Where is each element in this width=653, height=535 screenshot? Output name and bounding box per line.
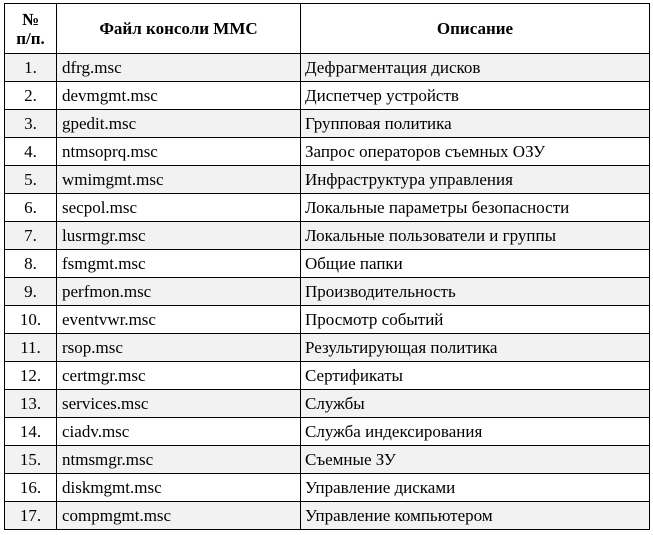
- row-description: Общие папки: [301, 250, 650, 278]
- row-description: Инфраструктура управления: [301, 166, 650, 194]
- row-description: Съемные ЗУ: [301, 446, 650, 474]
- row-file: diskmgmt.msc: [57, 474, 301, 502]
- row-description: Результирующая политика: [301, 334, 650, 362]
- row-description: Управление дисками: [301, 474, 650, 502]
- row-number: 12.: [5, 362, 57, 390]
- table-row: [5, 110, 650, 138]
- row-file: gpedit.msc: [57, 110, 301, 138]
- row-file: dfrg.msc: [57, 54, 301, 82]
- mmc-console-table: [4, 3, 650, 530]
- row-number: 6.: [5, 194, 57, 222]
- table-row: [5, 502, 650, 530]
- table-row: [5, 54, 650, 82]
- table-row: [5, 82, 650, 110]
- row-description: Службы: [301, 390, 650, 418]
- row-description: Управление компьютером: [301, 502, 650, 530]
- header-number-line2: п/п.: [16, 28, 45, 48]
- header-number: [5, 4, 57, 54]
- row-description: Запрос операторов съемных ОЗУ: [301, 138, 650, 166]
- table-row: [5, 474, 650, 502]
- table-row: [5, 222, 650, 250]
- header-number-line1: №: [21, 9, 40, 29]
- table-row: [5, 446, 650, 474]
- row-description: Локальные параметры безопасности: [301, 194, 650, 222]
- row-file: wmimgmt.msc: [57, 166, 301, 194]
- row-number: 13.: [5, 390, 57, 418]
- row-number: 14.: [5, 418, 57, 446]
- header-description: Описание: [301, 4, 650, 54]
- row-number: 10.: [5, 306, 57, 334]
- row-number: 2.: [5, 82, 57, 110]
- row-file: perfmon.msc: [57, 278, 301, 306]
- table-row: [5, 418, 650, 446]
- row-number: 4.: [5, 138, 57, 166]
- header-row: [5, 4, 650, 54]
- table-row: [5, 390, 650, 418]
- row-description: Служба индексирования: [301, 418, 650, 446]
- row-description: Диспетчер устройств: [301, 82, 650, 110]
- table-row: [5, 334, 650, 362]
- row-number: 16.: [5, 474, 57, 502]
- row-file: ntmsmgr.msc: [57, 446, 301, 474]
- row-description: Просмотр событий: [301, 306, 650, 334]
- row-description: Сертификаты: [301, 362, 650, 390]
- row-file: eventvwr.msc: [57, 306, 301, 334]
- row-file: compmgmt.msc: [57, 502, 301, 530]
- row-number: 3.: [5, 110, 57, 138]
- row-file: devmgmt.msc: [57, 82, 301, 110]
- row-file: rsop.msc: [57, 334, 301, 362]
- row-number: 5.: [5, 166, 57, 194]
- mmc-console-table-wrap: [4, 3, 649, 530]
- row-number: 1.: [5, 54, 57, 82]
- row-number: 7.: [5, 222, 57, 250]
- table-row: [5, 166, 650, 194]
- row-description: Дефрагментация дисков: [301, 54, 650, 82]
- table-body: [5, 54, 650, 530]
- row-file: ntmsoprq.msc: [57, 138, 301, 166]
- row-file: fsmgmt.msc: [57, 250, 301, 278]
- table-row: [5, 306, 650, 334]
- table-row: [5, 138, 650, 166]
- row-number: 17.: [5, 502, 57, 530]
- row-file: ciadv.msc: [57, 418, 301, 446]
- row-file: secpol.msc: [57, 194, 301, 222]
- table-row: [5, 278, 650, 306]
- row-description: Локальные пользователи и группы: [301, 222, 650, 250]
- table-row: [5, 362, 650, 390]
- row-file: lusrmgr.msc: [57, 222, 301, 250]
- header-file: Файл консоли MMC: [57, 4, 301, 54]
- table-row: [5, 194, 650, 222]
- row-description: Групповая политика: [301, 110, 650, 138]
- row-file: certmgr.msc: [57, 362, 301, 390]
- row-number: 11.: [5, 334, 57, 362]
- row-number: 9.: [5, 278, 57, 306]
- row-number: 15.: [5, 446, 57, 474]
- row-description: Производительность: [301, 278, 650, 306]
- table-header: [5, 4, 650, 54]
- row-file: services.msc: [57, 390, 301, 418]
- row-number: 8.: [5, 250, 57, 278]
- table-row: [5, 250, 650, 278]
